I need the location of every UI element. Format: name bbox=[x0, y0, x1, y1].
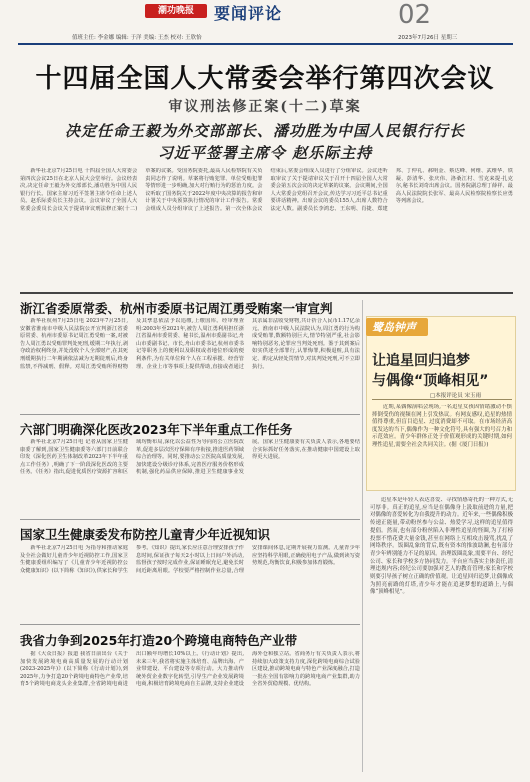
commentary-lead-text: 近期,某偶像演唱会现场,一名追星女孩因情绪激动不慎摔倒受伤的视频在网上引发热议。有网友感叹,追星的热情值得尊重,但盲目追星、过度消费却不可取。在市场经济高度发达的当下,偶像作为一种文化符号,具有强大的号召力和示范效应。青少年群体正处于价值观形成的关键时期,如何理性追星,需要全社会共同关注。(据《厦门日报》) bbox=[372, 404, 512, 448]
page-number: 02 bbox=[398, 0, 432, 30]
story-3-body bbox=[20, 545, 360, 622]
commentary-author: □本报评论员 宋玉雨 bbox=[430, 393, 481, 399]
commentary-title-line1: 让追星回归追梦 bbox=[372, 353, 470, 369]
commentary-body-text: 追星本是年轻人表达喜爱、寻找情感寄托的一种方式,无可厚非。真正的追星,应当是在偶像身上汲取前进的力量,把对偶像的喜爱转化为自我提升的动力。近年来,一些偶像积极传递正能量,带动粉丝参与公益、热爱学习,这样的追星值得提倡。然而,也有部分粉丝陷入非理性追星的怪圈,为了打榜投票不惜花费大量金钱,甚至在网络上互相攻击谩骂,扰乱了网络秩序。饭圈乱象的背后,既有资本的推波助澜,也有部分青少年辨别能力不足的原因。治理饭圈乱象,需要平台、经纪公司、家长和学校多方协同发力。平台应当落实主体责任,清理违规内容;经纪公司要加强对艺人的教育管理;家长和学校则要引导孩子树立正确的价值观。让追星回归追梦,让偶像成为照亮前路的灯塔,青少年才能在追逐梦想的道路上,与偶像“顶峰相见”。 bbox=[370, 497, 513, 596]
story-2-headline: 六部门明确深化医改2023年下半年重点工作任务 bbox=[20, 422, 293, 437]
masthead-rule bbox=[18, 43, 513, 45]
commentary-title-line2: 与偶像“顶峰相见” bbox=[372, 373, 489, 389]
column-separator bbox=[362, 300, 363, 772]
masthead bbox=[0, 0, 530, 44]
story-2-text: 新华社北京7月25日电 记者从国家卫生健康委了解到,国家卫生健康委等六部门日前联合印发《深化医药卫生体制改革2023年下半年重点工作任务》,明确了下一阶段深化医改的主要任务。《任务》指出,促进优质医疗资源扩容和区域均衡布局,深化以公益性为导向的公立医院改革,促进多层次医疗保障有序衔接,推进医药领域综合治理等。同时,要推动公立医院高质量发展,加快建设分级诊疗体系,完善医疗服务价格形成机制,强化药品供应保障,推进卫生健康事业发展。国家卫生健康委有关负责人表示,各地要结合实际抓好任务落实,在推动健康中国建设上取得更大进展。 bbox=[20, 439, 360, 476]
section-title: 要闻评论 bbox=[214, 4, 283, 23]
story-4-body bbox=[20, 651, 360, 771]
issue-date: 2023年7月26日 星期三 bbox=[398, 35, 458, 41]
lead-headline: 十四届全国人大常委会举行第四次会议 bbox=[35, 64, 495, 94]
story-2-divider bbox=[20, 519, 360, 520]
story-3-divider bbox=[20, 624, 360, 625]
commentary-logo: 鹭岛钟声 bbox=[372, 321, 416, 334]
story-2-body bbox=[20, 439, 360, 516]
lead-body-text: 新华社北京7月25日电 十四届全国人大常委会第四次会议25日在北京人民大会堂举行。会议经表决,决定任命王毅为外交部部长,潘功胜为中国人民银行行长。国家主席习近平签署主席令任命上述人员。赵乐际委员长主持会议。会议审议了全国人大常委会委员长会议关于提请审议刑法修正案(十二)草案的议案。受国务院委托,最高人民检察院有关负责同志作了说明。草案将行贿犯罪、单位受贿犯罪等情形进一步明确,加大对行贿行为的惩治力度。会议听取了国务院关于2022年度中央决算的报告和审计署关于中央预算执行情况的审计工作报告。常委会组成人员分组审议了上述报告。第一次全体会议结束后,常委会组成人员进行了分组审议。会议还听取审议了关于提请审议关于召开十四届全国人大常委会第五次会议的决定草案的议案。会议期间,全国人大常委会党组召开会议,传达学习习近平总书记重要讲话精神。出席会议的委员155人,出席人数符合法定人数。副委员长李鸿忠、王东明、肖捷、郑建邦、丁仲礼、郝明金、蔡达峰、何维、武维华、铁凝、彭清华、张庆伟、洛桑江村、雪克来提·扎克尔,秘书长刘奇出席会议。国务院副总理丁薛祥、最高人民法院院长张军、最高人民检察院检察长应勇等列席会议。 bbox=[20, 168, 513, 212]
commentary-rule bbox=[372, 399, 512, 400]
lead-subhead: 审议刑法修正案(十二)草案 bbox=[168, 99, 362, 115]
section-divider bbox=[20, 292, 513, 294]
lead-deck-2: 习近平签署主席令 赵乐际主持 bbox=[157, 144, 373, 162]
story-3-text: 新华社北京7月25日电 为指导和推动家庭及全社会做好儿童青少年近视防控工作,国家卫生健康委组织编写了《儿童青少年近视防控公众健康知识》(以下简称《知识》),供家长和学生参考。《知识》提出,家长应注意合理安排孩子作息时间,保证孩子每天2小时以上日间户外活动,监督孩子按时完成作业,保证睡眠充足,避免长时间近距离用眼。学校要严格控制作业总量,合理安排课间休息,定期开展视力监测。儿童青少年应坚持科学用眼,正确使用电子产品,做到读写姿势规范,均衡饮食,积极参加体育锻炼。 bbox=[20, 545, 360, 574]
story-4-headline: 我省力争到2025年打造20个跨境电商特色产业带 bbox=[20, 633, 298, 648]
story-4-text: 据《大众日报》报道 我省日前出台《关于加快发展跨境电商高质量发展的行动计划(2023-2025年)》(以下简称《行动计划》),到2025年,力争打造20个跨境电商特色产业带,培育5个跨境电商龙头企业集群,全省跨境电商进出口额年均增长10%以上。《行动计划》提出,未来三年,我省将实施主体培育、品牌出海、产业带建设、平台建设等专项行动。大力推动传统外贸企业数字化转型,引导生产企业发展跨境电商,积极培育跨境电商自主品牌,支持企业建设海外仓和独立站。省商务厅有关负责人表示,将持续加大政策支持力度,深化跨境电商综合试验区建设,推动跨境电商与特色产业深度融合,打造一批在全国有影响力的跨境电商产业集群,助力全省外贸稳规模、优结构。 bbox=[20, 651, 360, 688]
editor-credits: 值班主任: 李金娜 编辑: 于洋 美编: 王杰 校对: 王欣怡 bbox=[72, 35, 202, 41]
story-1-headline: 浙江省委原常委、杭州市委原书记周江勇受贿案一审宣判 bbox=[20, 301, 333, 316]
lead-body bbox=[20, 168, 513, 284]
story-1-divider bbox=[20, 414, 360, 415]
commentary-body bbox=[370, 497, 513, 772]
story-1-body bbox=[20, 318, 360, 410]
lead-deck-1: 决定任命王毅为外交部部长、潘功胜为中国人民银行行长 bbox=[64, 122, 465, 140]
story-3-headline: 国家卫生健康委发布防控儿童青少年近视知识 bbox=[20, 527, 271, 542]
story-1-text: 新华社杭州7月25日电 2023年7月25日,安徽省淮南市中级人民法院公开宣判浙江省委原常委、杭州市委原书记周江勇受贿一案,对被告人周江勇以受贿罪判处死刑,缓期二年执行,剥夺政治权利终身,并处没收个人全部财产,在其死刑缓期执行二年期满依法减为无期徒刑后,终身监禁,不得减刑、假释。对周江勇受贿所得财物及其孳息依法予以追缴,上缴国库。经审理查明:2003年至2021年,被告人周江勇利用担任浙江省温州市委常委、秘书长,温州市委副书记,舟山市委副书记、市长,舟山市委书记,杭州市委书记等职务上的便利以及职权或者地位形成的便利条件,为有关单位和个人在工程承揽、经营管理、企业上市等事项上提供帮助,直接或者通过其亲属非法收受财物,共计折合人民币1.17亿余元。淮南市中级人民法院认为,周江勇的行为构成受贿罪,数额特别巨大,情节特别严重,社会影响特别恶劣,论罪应当判处死刑。鉴于其到案后如实供述全部罪行,认罪悔罪,积极退赃,具有法定、酌定从轻处罚情节,对其判处死刑,可不立即执行。 bbox=[20, 318, 360, 370]
commentary-lead bbox=[372, 404, 512, 484]
masthead-logo: 潮功晚报 bbox=[157, 6, 194, 16]
